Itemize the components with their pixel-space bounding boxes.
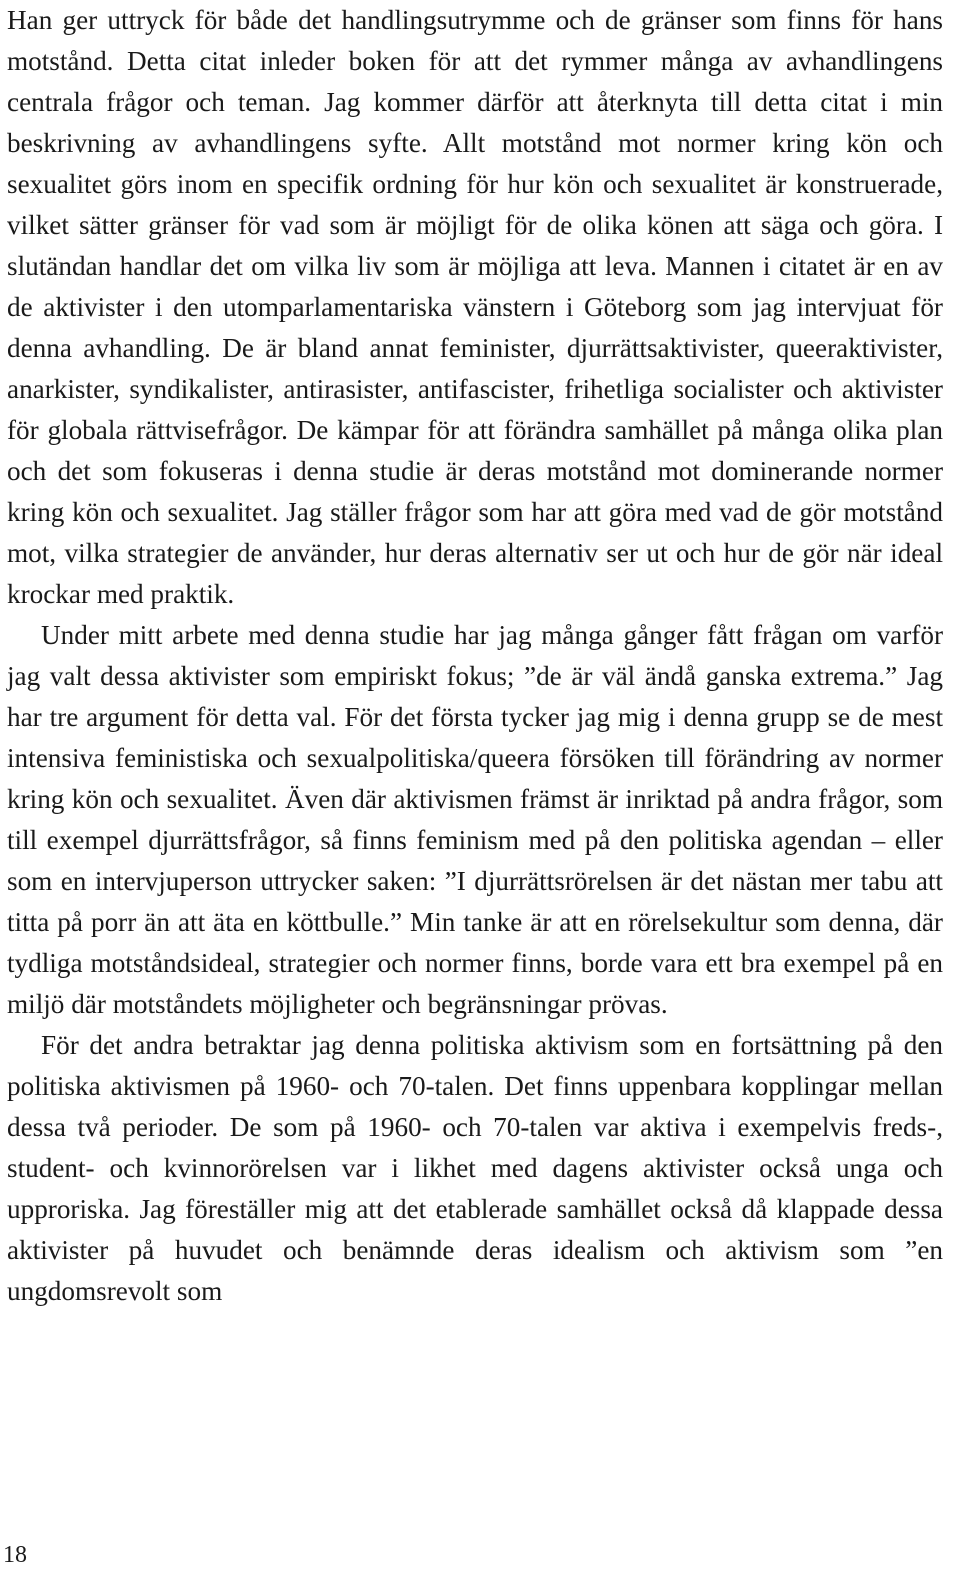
page-number: 18 bbox=[3, 1542, 27, 1568]
document-page bbox=[7, 0, 943, 1312]
body-paragraph-3: För det andra betraktar jag denna politiska aktivism som en fortsättning på den politiska aktivismen på 1960- och 70-talen. Det finns uppenbara kopplingar mellan dessa två perioder. De som på 1960- och 70-talen var aktiva i exempelvis freds-, student- och kvinnorörelsen var i likhet med dagens aktivister också unga och upproriska. Jag föreställer mig att det etablerade samhället också då klappade dessa aktivister på huvudet och benämnde deras idealism och aktivism som ”en ungdomsrevolt som bbox=[7, 1030, 943, 1306]
body-paragraph-1: Han ger uttryck för både det handlingsutrymme och de gränser som finns för hans motstånd. Detta citat inleder boken för att det rymmer många av avhandlingens centrala frågor och teman. Jag kommer därför att återknyta till detta citat i min beskrivning av avhandlingens syfte. Allt motstånd mot normer kring kön och sexualitet görs inom en specifik ordning för hur kön och sexualitet är konstruerade, vilket sätter gränser för vad som är möjligt för de olika könen att säga och göra. I slutändan handlar det om vilka liv som är möjliga att leva. Mannen i citatet är en av de aktivister i den utomparlamentariska vänstern i Göteborg som jag intervjuat för denna avhandling. De är bland annat feminister, djurrättsaktivister, queeraktivister, anarkister, syndikalister, antirasister, antifascister, frihetliga socialister och aktivister för globala rättvisefrågor. De kämpar för att förändra samhället på många olika plan och det som fokuseras i denna studie är deras motstånd mot dominerande normer kring kön och sexualitet. Jag ställer frågor som har att göra med vad de gör motstånd mot, vilka strategier de använder, hur deras alternativ ser ut och hur de gör när ideal krockar med praktik. bbox=[7, 5, 943, 609]
body-paragraph-2: Under mitt arbete med denna studie har jag många gånger fått frågan om varför jag valt dessa aktivister som empiriskt fokus; ”de är väl ändå ganska extrema.” Jag har tre argument för detta val. För det första tycker jag mig i denna grupp se de mest intensiva feministiska och sexualpolitiska/queera försöken till förändring av normer kring kön och sexualitet. Även där aktivismen främst är inriktad på andra frågor, som till exempel djurrättsfrågor, så finns feminism med på den politiska agendan – eller som en intervjuperson uttrycker saken: ”I djurrättsrörelsen är det nästan mer tabu att titta på porr än att äta en köttbulle.” Min tanke är att en rörelsekultur som denna, där tydliga motståndsideal, strategier och normer finns, borde vara ett bra exempel på en miljö där motståndets möjligheter och begränsningar prövas. bbox=[7, 620, 943, 1019]
